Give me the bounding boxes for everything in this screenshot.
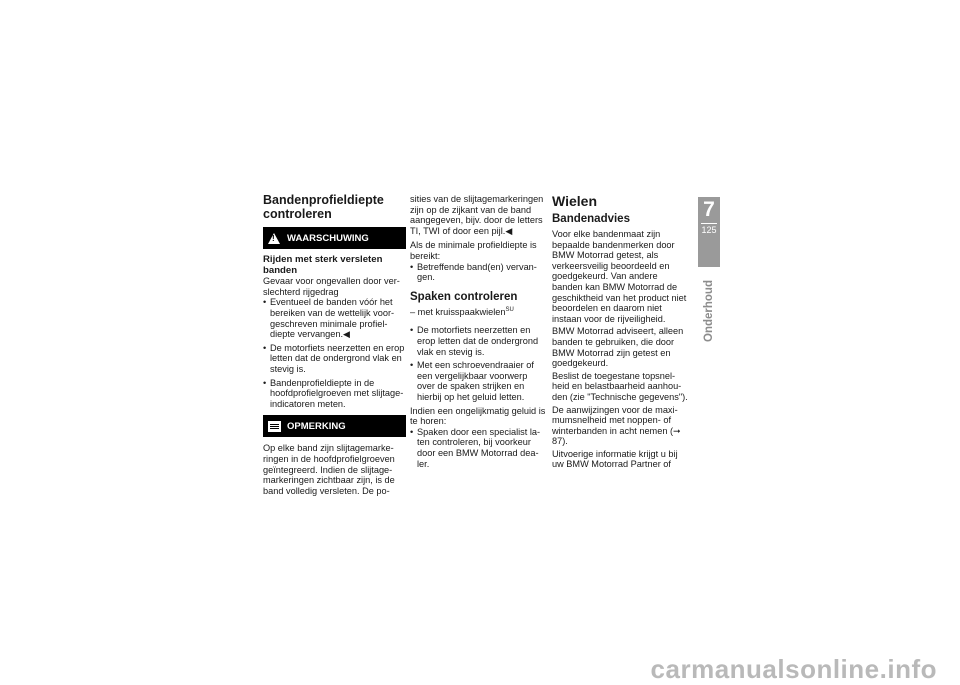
spokes-option-code: SU [505, 306, 514, 313]
warning-heading: Rijden met sterk versleten banden [263, 254, 383, 276]
section-title-tyre-advice: Bandenadvies [552, 213, 630, 225]
note-text: Op elke band zijn slijtagemarke-ringen in de hoofdprofielgroeven geïntegreerd. Indien de slijtage-markeringen zichtbaar zijn, is de band volledig versleten. De po- [263, 443, 395, 496]
paragraph: Uitvoerige informatie krijgt u bij uw BMW Motorrad Partner of [552, 448, 678, 470]
list-item: • De motorfiets neerzetten en erop letten dat de ondergrond vlak en stevig is. [263, 343, 406, 375]
warning-label: WAARSCHUWING [287, 232, 369, 244]
list-item: • Spaken door een specialist la-ten controleren, bij voorkeur door een BMW Motorrad dea-ler. [410, 427, 546, 469]
section-title-spokes: Spaken controleren [410, 290, 518, 303]
spokes-option-text: – met kruisspaakwielen [410, 306, 506, 317]
watermark: carmanualsonline.info [650, 654, 937, 684]
warning-triangle-icon [263, 233, 285, 244]
list-item: • Eventueel de banden vóór het bereiken van de wettelijk voor-geschreven minimale profiel-diepte vervangen.◀ [263, 297, 406, 339]
list-item: • De motorfiets neerzetten en erop letten dat de ondergrond vlak en stevig is. [410, 325, 546, 357]
tab-divider [701, 223, 717, 224]
note-banner [263, 415, 406, 437]
note-icon [263, 421, 285, 432]
spokes-option [410, 305, 546, 318]
page-number: 125 [701, 225, 717, 235]
warning-banner [263, 227, 406, 249]
paragraph: Beslist de toegestane topsnel-heid en belastbaarheid aanhou-den (zie "Technische gegevens"). [552, 370, 688, 402]
column-3 [552, 194, 690, 470]
min-depth-text: Als de minimale profieldiepte is bereikt: [410, 240, 537, 261]
min-depth-list [410, 262, 546, 283]
list-item: • Met een schroevendraaier of een vergelijkbaar voorwerp over de spaken strijken en hierbij op het geluid letten. [410, 360, 546, 402]
column-2 [410, 194, 546, 472]
continuation-text: sities van de slijtagemarkeringen zijn op de zijkant van de band aangegeven, bijv. door de letters TI, TWI of door een pijl.◀ [410, 194, 544, 236]
irregular-sound-list [410, 427, 546, 469]
paragraph: Voor elke bandenmaat zijn bepaalde bandenmerken door BMW Motorrad getest, als verkeersveilig beoordeeld en goedgekeurd. Van andere banden kan BMW Motorrad de geschiktheid van het product niet beoordelen en daarom niet instaan voor de rijveiligheid. [552, 229, 687, 324]
warning-text: Gevaar voor ongevallen door ver-slechterd rijgedrag [263, 276, 400, 297]
list-item: • Bandenprofieldiepte in de hoofdprofielgroeven met slijtage-indicatoren meten. [263, 378, 406, 410]
paragraph: BMW Motorrad adviseert, alleen banden te gebruiken, die door BMW Motorrad zijn getest en goedgekeurd. [552, 326, 684, 369]
column-1 [263, 194, 406, 496]
paragraph: De aanwijzingen voor de maxi-mumsnelheid met noppen- of winterbanden in acht nemen (➞ 87). [552, 404, 681, 447]
warning-bullet-list [263, 297, 406, 409]
chapter-title-wheels: Wielen [552, 193, 597, 209]
irregular-sound-text: Indien een ongelijkmatig geluid is te horen: [410, 405, 546, 427]
chapter-number: 7 [703, 198, 715, 221]
section-title-tread-depth: Bandenprofieldiepte controleren [263, 193, 384, 221]
chapter-tab [698, 197, 720, 267]
spokes-bullet-list [410, 325, 546, 402]
note-label: OPMERKING [287, 420, 346, 432]
section-side-label: Onderhoud [703, 280, 715, 342]
list-item: • Betreffende band(en) vervan-gen. [410, 262, 546, 283]
